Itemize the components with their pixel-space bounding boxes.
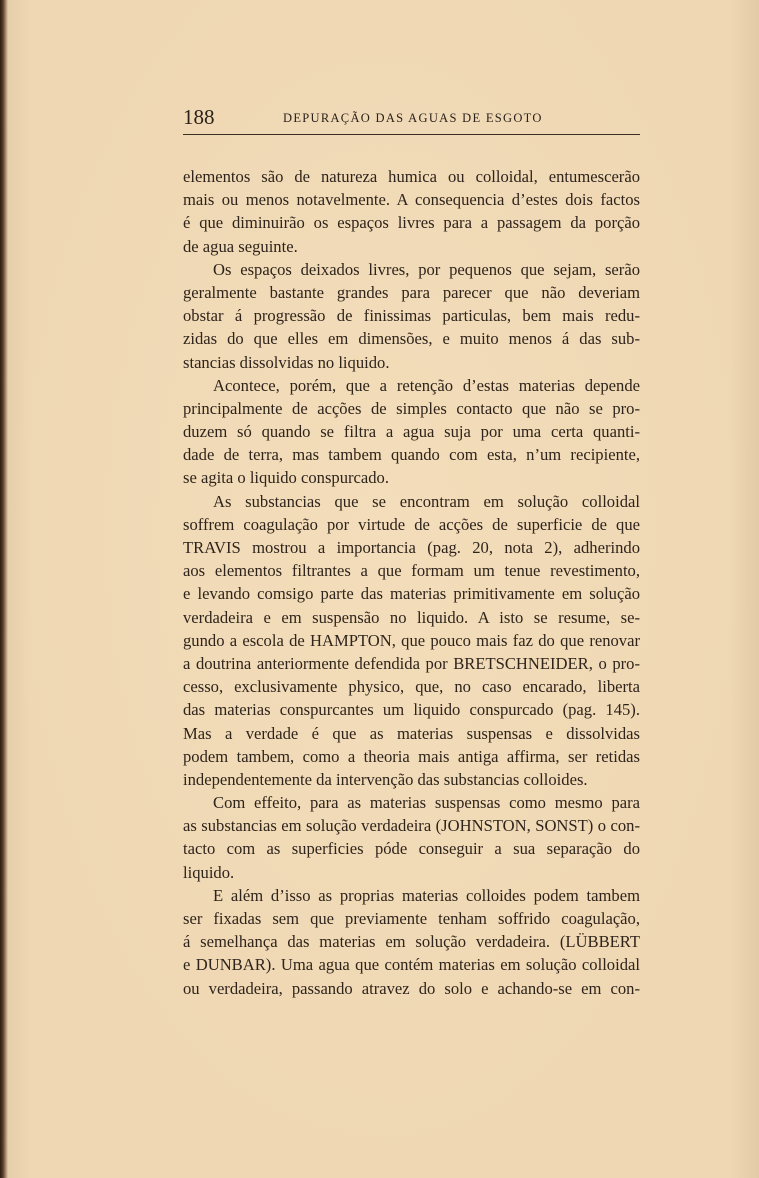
text-line: mais ou menos notavelmente. A consequencia d’estes dois factos [183,190,640,210]
page-header [183,104,640,135]
text-line: independentemente da intervenção das substancias colloides. [183,769,588,789]
text-line: Com effeito, para as materias suspensas como mesmo para [213,793,640,813]
text-line: As substancias que se encontram em solução colloidal [213,491,640,511]
text-line: Mas a verdade é que as materias suspensas e dissolvidas [183,723,640,743]
text-line: de agua seguinte. [183,236,298,256]
text-line: é que diminuirão os espaços livres para a passagem da porção [183,213,640,233]
page-binding-edge [0,0,8,1178]
text-line: verdadeira e em suspensão no liquido. A isto se resume, se- [183,607,640,627]
text-line: Os espaços deixados livres, por pequenos que sejam, serão [213,259,640,279]
text-line: liquido. [183,862,235,882]
text-line: obstar á progressão de finissimas particulas, bem mais redu- [183,306,640,326]
text-line: elementos são de natureza humica ou colloidal, entumescerão [183,167,640,186]
body-text [183,165,640,1000]
text-line: geralmente bastante grandes para parecer que não deveriam [183,282,640,302]
text-line: ser fixadas sem que previamente tenham soffrido coagulação, [183,909,640,928]
running-title: DEPURAÇÃO DAS AGUAS DE ESGOTO [283,111,543,125]
text-line: á semelhança das materias em solução verdadeira. (LÜBBERT [183,932,640,952]
text-line: gundo a escola de HAMPTON, que pouco mais faz do que renovar [183,630,640,650]
text-line: dade de terra, mas tambem quando com esta, n’um recipiente, [183,445,640,465]
text-line: das materias conspurcantes um liquido conspurcado (pag. 145). [183,700,640,720]
text-line: tacto com as superficies póde conseguir a sua separação do [183,839,640,859]
text-line: zidas do que elles em dimensões, e muito menos á das sub- [183,329,640,349]
text-line: aos elementos filtrantes a que formam um tenue revestimento, [183,561,640,581]
text-line: TRAVIS mostrou a importancia (pag. 20, nota 2), adherindo [183,538,640,557]
text-line: e levando comsigo parte das materias primitivamente em solução [183,584,640,604]
text-line: e DUNBAR). Uma agua que contém materias em solução colloidal [183,955,640,975]
text-line: ou verdadeira, passando atravez do solo e achando-se em con- [183,978,640,998]
text-line: E além d’isso as proprias materias colloides podem tambem [213,885,640,905]
text-line: stancias dissolvidas no liquido. [183,352,390,372]
text-line: podem tambem, como a theoria mais antiga affirma, ser retidas [183,746,640,766]
text-line: a doutrina anteriormente defendida por BRETSCHNEIDER, o pro- [183,653,640,673]
text-line: Acontece, porém, que a retenção d’estas materias depende [213,375,640,395]
text-line: cesso, exclusivamente physico, que, no caso encarado, liberta [183,677,640,697]
text-line: soffrem coagulação por virtude de acções de superficie de que [183,514,640,534]
text-line: as substancias em solução verdadeira (JOHNSTON, SONST) o con- [183,816,640,836]
text-line: se agita o liquido conspurcado. [183,468,389,488]
text-line: principalmente de acções de simples contacto que não se pro- [183,398,640,418]
text-line: duzem só quando se filtra a agua suja por uma certa quanti- [183,422,640,442]
page-number: 188 [183,105,215,129]
